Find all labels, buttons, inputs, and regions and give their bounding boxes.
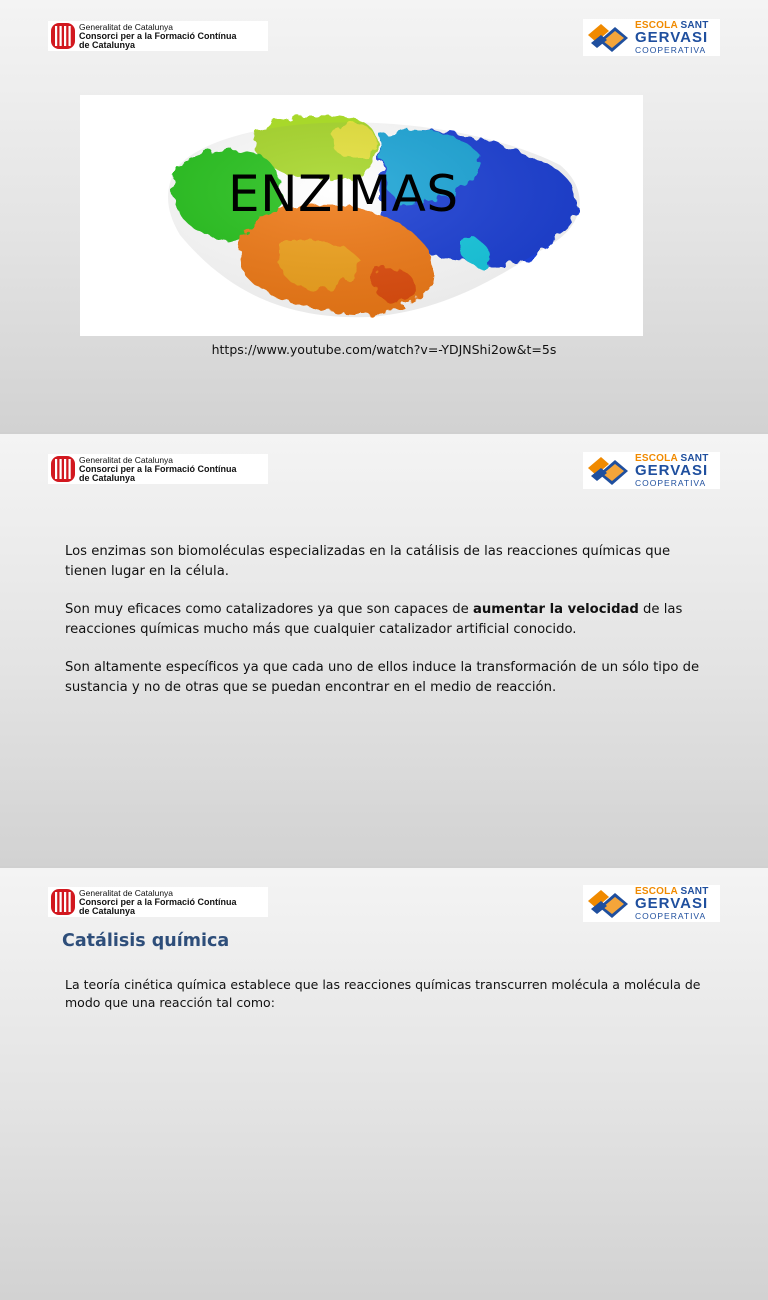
catalan-flag-icon <box>51 23 75 49</box>
escola-word: ESCOLA <box>635 885 678 897</box>
paragraph-2-end: de las reacciones químicas mucho más que cualquier catalizador artificial conocido. <box>65 602 683 637</box>
generalitat-logo <box>48 887 268 917</box>
slide-title: Catálisis química <box>62 931 230 951</box>
paragraph-2 <box>65 600 705 640</box>
escola-word: ESCOLA <box>635 452 678 464</box>
paragraph-1: Los enzimas son biomoléculas especializadas en la catálisis de las reacciones químicas que tienen lugar en la célula. <box>65 544 671 579</box>
sant-word: SANT <box>680 885 709 897</box>
escola-sant-gervasi-logo <box>583 452 720 489</box>
catalan-flag-icon <box>51 456 75 482</box>
cooperativa-word: COOPERATIVA <box>635 910 707 921</box>
escola-sant-gervasi-logo <box>583 19 720 56</box>
generalitat-line1: Generalitat de Catalunya <box>79 887 174 898</box>
enzyme-image <box>80 95 643 336</box>
slide-title: ENZIMAS <box>228 165 459 223</box>
sant-word: SANT <box>680 452 709 464</box>
generalitat-line1: Generalitat de Catalunya <box>79 21 174 32</box>
escola-sant-gervasi-logo <box>583 885 720 922</box>
paragraph-2-start: Son muy eficaces como catalizadores ya que son capaces de <box>65 602 473 617</box>
slide-body <box>65 542 705 716</box>
cooperativa-word: COOPERATIVA <box>635 44 707 55</box>
generalitat-line2: Consorci per a la Formació Contínua <box>79 30 237 41</box>
gervasi-word: GERVASI <box>635 28 709 46</box>
paragraph-2-bold: aumentar la velocidad <box>472 602 639 617</box>
generalitat-logo <box>48 454 268 484</box>
slide-3 <box>0 868 768 1300</box>
escola-sant-gervasi-icon <box>585 21 631 55</box>
escola-sant-gervasi-icon <box>585 454 631 488</box>
generalitat-line1: Generalitat de Catalunya <box>79 454 174 465</box>
generalitat-logo <box>48 21 268 51</box>
escola-sant-gervasi-icon <box>585 887 631 921</box>
sant-word: SANT <box>680 19 709 31</box>
paragraph-3: Son altamente específicos ya que cada uno de ellos induce la transformación de un sólo tipo de sustancia y no de otras que se puedan encontrar en el medio de reacción. <box>65 660 700 695</box>
generalitat-line3: de Catalunya <box>79 905 136 916</box>
slide-body: La teoría cinética química establece que las reacciones químicas transcurren molécula a molécula de modo que una reacción tal como: <box>65 977 701 1010</box>
gervasi-word: GERVASI <box>635 461 709 479</box>
slide-2 <box>0 434 768 866</box>
generalitat-line3: de Catalunya <box>79 39 136 50</box>
slide-1 <box>0 0 768 432</box>
catalan-flag-icon <box>51 889 75 915</box>
generalitat-line3: de Catalunya <box>79 472 136 483</box>
youtube-link[interactable]: https://www.youtube.com/watch?v=-YDJNShi2ow&t=5s <box>211 342 557 357</box>
generalitat-line2: Consorci per a la Formació Contínua <box>79 463 237 474</box>
generalitat-line2: Consorci per a la Formació Contínua <box>79 896 237 907</box>
cooperativa-word: COOPERATIVA <box>635 477 707 488</box>
escola-word: ESCOLA <box>635 19 678 31</box>
gervasi-word: GERVASI <box>635 894 709 912</box>
